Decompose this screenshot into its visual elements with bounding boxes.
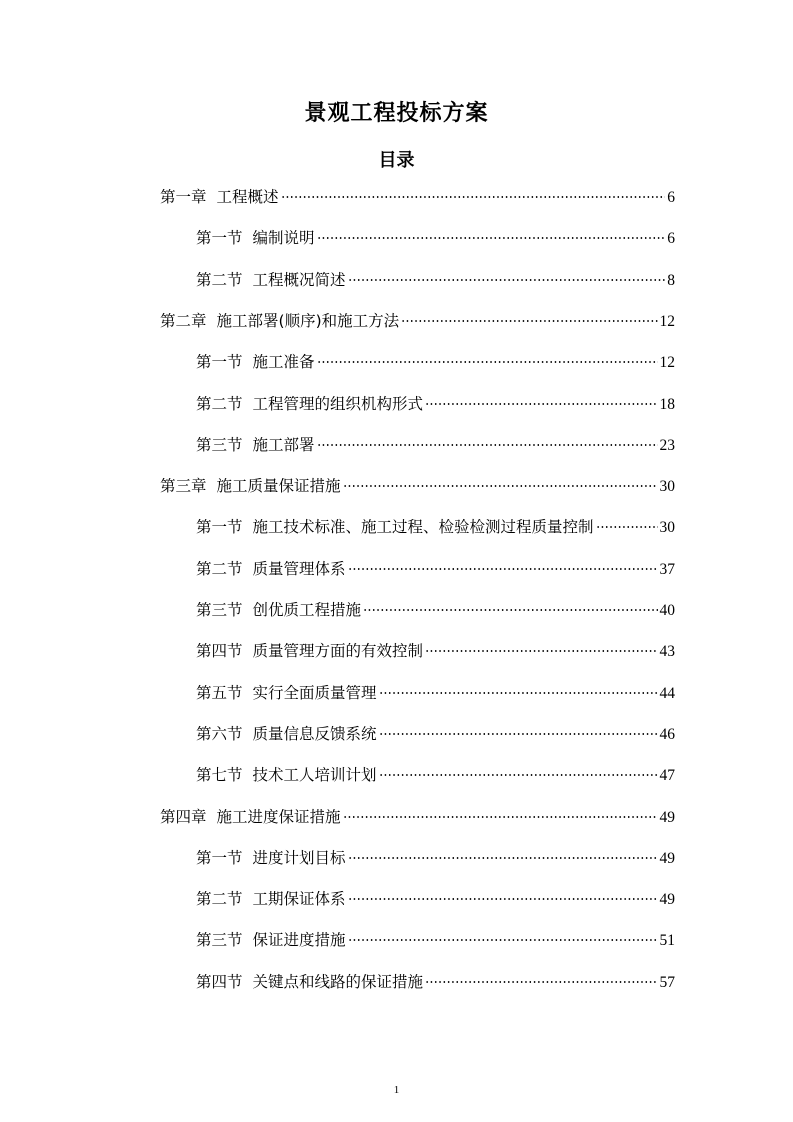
toc-entry-number: 第七节 [196, 766, 243, 785]
toc-section-entry[interactable] [196, 969, 675, 995]
toc-entry-title: 施工部署(顺序)和施工方法 [216, 311, 400, 330]
toc-dot-leader [379, 692, 658, 694]
toc-entry-title: 保证进度措施 [252, 931, 346, 950]
toc-entry-title: 工程管理的组织机构形式 [252, 394, 424, 413]
toc-dot-leader [348, 898, 658, 900]
toc-entry-title: 质量信息反馈系统 [252, 724, 377, 743]
toc-chapter-entry[interactable] [160, 804, 675, 830]
toc-dot-leader [317, 237, 666, 239]
toc-dot-leader [317, 361, 658, 363]
toc-entry-number: 第一节 [196, 518, 243, 537]
toc-chapter-entry[interactable] [160, 308, 675, 334]
toc-entry-page: 49 [659, 808, 675, 826]
toc-dot-leader [343, 816, 658, 818]
toc-entry-page: 12 [659, 312, 675, 330]
toc-entry-page: 18 [659, 395, 675, 413]
toc-section-entry[interactable] [196, 762, 675, 788]
toc-dot-leader [348, 939, 658, 941]
toc-entry-title: 工程概况简述 [252, 270, 346, 289]
toc-entry-number: 第三章 [160, 477, 207, 496]
toc-section-entry[interactable] [196, 597, 675, 623]
toc-entry-page: 6 [667, 230, 675, 248]
toc-entry-number: 第三节 [196, 601, 243, 619]
toc-entry-page: 57 [659, 973, 675, 991]
toc-dot-leader [379, 774, 658, 776]
toc-entry-number: 第二节 [196, 890, 243, 909]
toc-entry-page: 46 [659, 725, 675, 743]
toc-section-entry[interactable] [196, 638, 675, 664]
toc-entry-number: 第一节 [196, 353, 243, 372]
toc-entry-number: 第二节 [196, 394, 243, 413]
toc-entry-page: 23 [659, 436, 675, 454]
toc-dot-leader [401, 320, 657, 322]
toc-entry-page: 47 [659, 767, 675, 785]
toc-dot-leader [281, 196, 666, 198]
toc-entry-number: 第一节 [196, 848, 243, 867]
toc-dot-leader [348, 568, 658, 570]
toc-entry-number: 第二章 [160, 311, 207, 330]
toc-entry-title: 工程概述 [216, 188, 279, 206]
toc-dot-leader [425, 650, 657, 652]
toc-section-entry[interactable] [196, 927, 675, 953]
toc-entry-title: 施工技术标准、施工过程、检验检测过程质量控制 [252, 518, 594, 537]
toc-section-entry[interactable] [196, 349, 675, 375]
toc-entry-page: 49 [659, 891, 675, 909]
toc-entry-number: 第四节 [196, 972, 243, 991]
toc-entry-page: 6 [667, 189, 675, 206]
toc-dot-leader [379, 733, 658, 735]
toc-section-entry[interactable] [196, 680, 675, 706]
toc-section-entry[interactable] [196, 886, 675, 912]
toc-section-entry[interactable] [196, 225, 675, 251]
toc-entry-number: 第一章 [160, 188, 207, 206]
toc-section-entry[interactable] [196, 432, 675, 458]
toc-entry-title: 关键点和线路的保证措施 [252, 972, 424, 991]
toc-entry-title: 编制说明 [252, 229, 315, 248]
toc-entry-title: 施工进度保证措施 [216, 807, 341, 826]
toc-section-entry[interactable] [196, 721, 675, 747]
toc-heading: 目录 [378, 150, 415, 171]
toc-dot-leader [348, 279, 666, 281]
toc-entry-title: 施工部署 [252, 435, 315, 454]
toc-entry-page: 49 [659, 849, 675, 867]
toc-entry-page: 44 [659, 684, 675, 702]
toc-entry-title: 工期保证体系 [252, 890, 346, 909]
toc-entry-page: 51 [659, 932, 675, 950]
toc-entry-page: 8 [667, 271, 675, 289]
toc-entry-page: 30 [659, 478, 675, 496]
toc-entry-number: 第四章 [160, 807, 207, 826]
toc-entry-title: 质量管理方面的有效控制 [252, 642, 424, 661]
toc-entry-page: 12 [659, 354, 675, 372]
document-title: 景观工程投标方案 [304, 101, 489, 126]
toc-entry-number: 第六节 [196, 724, 243, 743]
toc-entry-page: 37 [659, 560, 675, 578]
toc-entry-title: 施工质量保证措施 [216, 477, 341, 496]
toc-dot-leader [425, 981, 657, 983]
toc-entry-title: 实行全面质量管理 [252, 683, 377, 702]
toc-section-entry[interactable] [196, 845, 675, 871]
toc-section-entry[interactable] [196, 267, 675, 293]
toc-dot-leader [425, 403, 657, 405]
toc-chapter-entry[interactable] [160, 184, 675, 210]
toc-section-entry[interactable] [196, 514, 675, 540]
toc-entry-number: 第一节 [196, 229, 243, 248]
toc-entry-number: 第三节 [196, 931, 243, 950]
toc-dot-leader [596, 526, 658, 528]
toc-section-entry[interactable] [196, 391, 675, 417]
toc-entry-number: 第五节 [196, 683, 243, 702]
toc-entry-number: 第二节 [196, 270, 243, 289]
toc-entry-title: 创优质工程措施 [252, 601, 362, 619]
toc-entry-page: 30 [659, 519, 675, 537]
toc-dot-leader [317, 444, 658, 446]
page-number: 1 [393, 1084, 400, 1096]
toc-dot-leader [363, 609, 657, 611]
toc-entry-page: 40 [659, 602, 675, 619]
toc-entry-page: 43 [659, 643, 675, 661]
toc-entry-title: 进度计划目标 [252, 848, 346, 867]
toc-dot-leader [343, 485, 658, 487]
toc-entry-title: 质量管理体系 [252, 559, 346, 578]
toc-dot-leader [348, 857, 658, 859]
toc-entry-title: 技术工人培训计划 [252, 766, 377, 785]
toc-chapter-entry[interactable] [160, 473, 675, 499]
toc-entry-number: 第二节 [196, 559, 243, 578]
toc-entry-number: 第四节 [196, 642, 243, 661]
toc-entry-number: 第三节 [196, 435, 243, 454]
toc-section-entry[interactable] [196, 556, 675, 582]
toc-entry-title: 施工准备 [252, 353, 315, 372]
